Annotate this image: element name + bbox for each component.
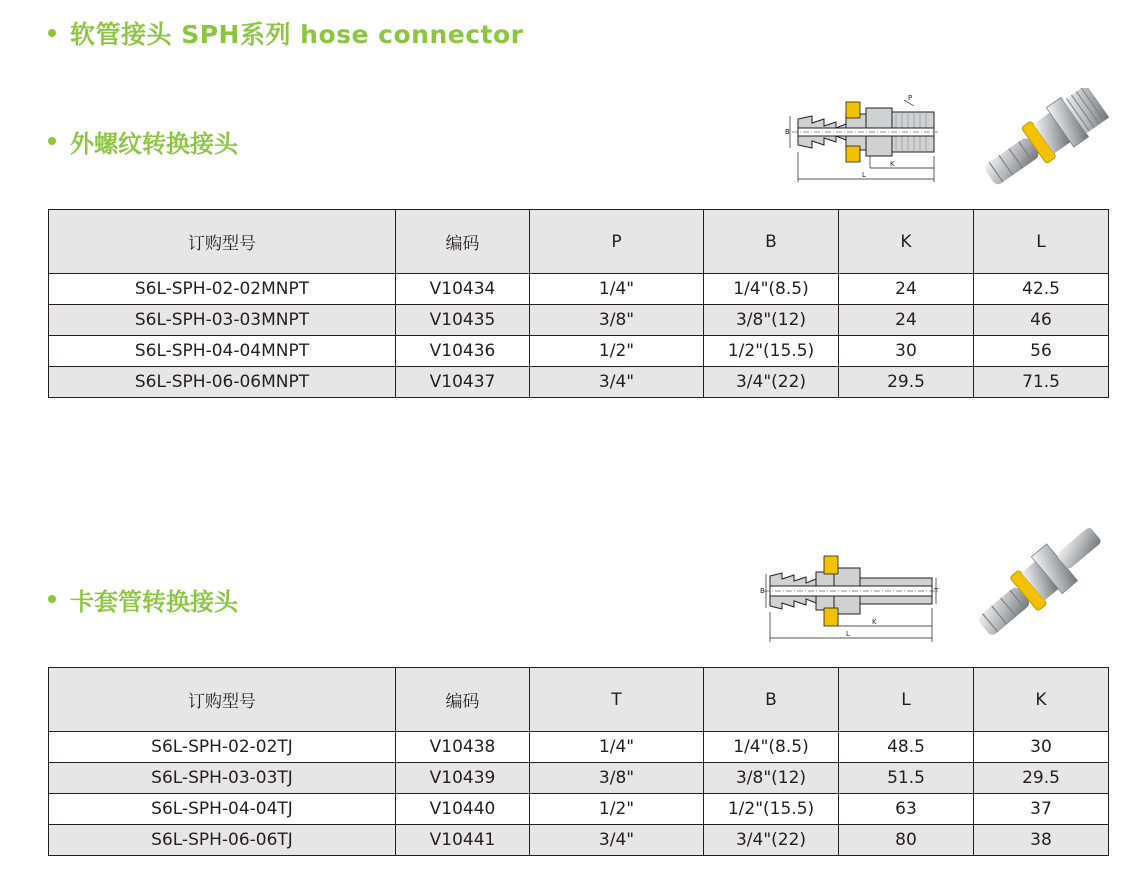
- cell-b: 3/8"(12): [704, 763, 839, 794]
- cell-k: 29.5: [974, 763, 1109, 794]
- table-row: [49, 794, 1109, 825]
- header-k: K: [974, 668, 1109, 732]
- cell-k: 24: [839, 305, 974, 336]
- cell-k: 38: [974, 825, 1109, 856]
- tube-adapter-photo: [964, 518, 1114, 648]
- main-heading-text: 软管接头 SPH系列 hose connector: [70, 20, 524, 49]
- section2-title: 卡套管转换接头: [70, 587, 238, 616]
- header-p: P: [530, 210, 704, 274]
- table-header-row: [49, 210, 1109, 274]
- cell-code: V10437: [396, 367, 530, 398]
- header-b: B: [704, 210, 839, 274]
- header-t: T: [530, 668, 704, 732]
- cell-k: 37: [974, 794, 1109, 825]
- bullet-dot-icon: [48, 595, 56, 603]
- cell-l: 42.5: [974, 274, 1109, 305]
- drawing-label-l: L: [846, 630, 850, 638]
- table-row: [49, 763, 1109, 794]
- cell-model: S6L-SPH-02-02TJ: [49, 732, 396, 763]
- cell-code: V10435: [396, 305, 530, 336]
- header-code: 编码: [396, 210, 530, 274]
- cell-l: 46: [974, 305, 1109, 336]
- cell-l: 56: [974, 336, 1109, 367]
- section1-heading: [48, 124, 238, 158]
- bullet-dot-icon: [48, 137, 56, 145]
- header-order-model: 订购型号: [49, 210, 396, 274]
- drawing-label-k: K: [872, 618, 877, 626]
- cell-p: 3/8": [530, 305, 704, 336]
- cell-code: V10434: [396, 274, 530, 305]
- cell-l: 51.5: [839, 763, 974, 794]
- bullet-dot-icon: [48, 29, 56, 37]
- header-l: L: [839, 668, 974, 732]
- table-row: [49, 305, 1109, 336]
- cell-b: 3/4"(22): [704, 825, 839, 856]
- male-thread-adapter-drawing: [784, 92, 942, 184]
- tube-adapter-drawing: [760, 550, 940, 645]
- cell-t: 1/4": [530, 732, 704, 763]
- cell-l: 48.5: [839, 732, 974, 763]
- cell-t: 1/2": [530, 794, 704, 825]
- header-order-model: 订购型号: [49, 668, 396, 732]
- cell-model: S6L-SPH-06-06TJ: [49, 825, 396, 856]
- cell-t: 3/8": [530, 763, 704, 794]
- cell-b: 1/4"(8.5): [704, 732, 839, 763]
- table-row: [49, 367, 1109, 398]
- drawing-label-t: T: [934, 587, 939, 595]
- male-thread-adapter-table: [48, 209, 1109, 398]
- cell-code: V10439: [396, 763, 530, 794]
- drawing-label-b: B: [785, 128, 790, 136]
- section2-heading: [48, 582, 238, 616]
- table-row: [49, 336, 1109, 367]
- header-l: L: [974, 210, 1109, 274]
- cell-code: V10438: [396, 732, 530, 763]
- table-row: [49, 274, 1109, 305]
- header-k: K: [839, 210, 974, 274]
- cell-code: V10436: [396, 336, 530, 367]
- cell-k: 29.5: [839, 367, 974, 398]
- cell-k: 24: [839, 274, 974, 305]
- table-header-row: [49, 668, 1109, 732]
- cell-model: S6L-SPH-04-04TJ: [49, 794, 396, 825]
- cell-code: V10440: [396, 794, 530, 825]
- cell-model: S6L-SPH-06-06MNPT: [49, 367, 396, 398]
- section1-title: 外螺纹转换接头: [70, 129, 238, 158]
- main-heading: [48, 16, 524, 50]
- cell-p: 1/4": [530, 274, 704, 305]
- cell-b: 3/8"(12): [704, 305, 839, 336]
- cell-p: 1/2": [530, 336, 704, 367]
- cell-b: 1/2"(15.5): [704, 336, 839, 367]
- cell-k: 30: [974, 732, 1109, 763]
- cell-model: S6L-SPH-03-03TJ: [49, 763, 396, 794]
- cell-l: 80: [839, 825, 974, 856]
- cell-b: 1/4"(8.5): [704, 274, 839, 305]
- cell-k: 30: [839, 336, 974, 367]
- cell-l: 71.5: [974, 367, 1109, 398]
- cell-model: S6L-SPH-02-02MNPT: [49, 274, 396, 305]
- cell-p: 3/4": [530, 367, 704, 398]
- drawing-label-p: P: [908, 94, 913, 102]
- drawing-label-b: B: [760, 587, 765, 595]
- header-code: 编码: [396, 668, 530, 732]
- cell-l: 63: [839, 794, 974, 825]
- tube-adapter-table: [48, 667, 1109, 856]
- cell-b: 1/2"(15.5): [704, 794, 839, 825]
- cell-model: S6L-SPH-03-03MNPT: [49, 305, 396, 336]
- cell-code: V10441: [396, 825, 530, 856]
- drawing-label-l: L: [862, 171, 866, 179]
- male-thread-adapter-photo: [972, 88, 1112, 192]
- header-b: B: [704, 668, 839, 732]
- cell-b: 3/4"(22): [704, 367, 839, 398]
- cell-t: 3/4": [530, 825, 704, 856]
- drawing-label-k: K: [890, 160, 895, 168]
- table-row: [49, 732, 1109, 763]
- table-row: [49, 825, 1109, 856]
- cell-model: S6L-SPH-04-04MNPT: [49, 336, 396, 367]
